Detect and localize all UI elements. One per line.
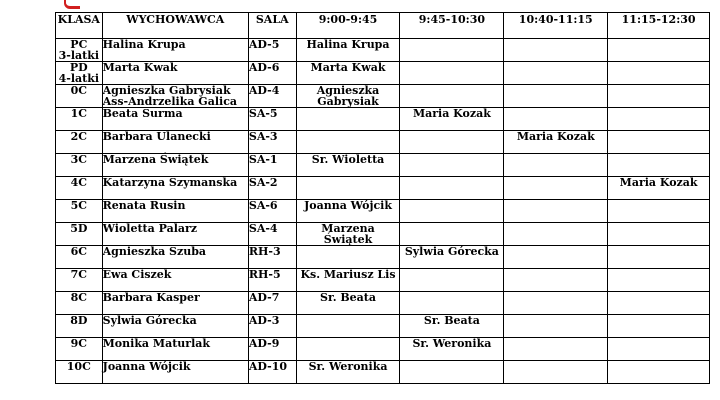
class-cell-text: 9C	[70, 337, 88, 350]
slot-cell-1	[296, 269, 400, 292]
room-cell	[248, 338, 296, 361]
room-cell	[248, 246, 296, 269]
slot-cell-3	[504, 177, 608, 200]
slot-cell-3	[504, 154, 608, 177]
slot-cell-3	[504, 85, 608, 108]
teacher-cell-text: Barbara Ulanecki	[102, 130, 211, 143]
room-cell	[248, 200, 296, 223]
teacher-cell	[102, 361, 248, 384]
slot-cell-2	[400, 338, 504, 361]
slot-cell-4	[608, 269, 710, 292]
room-cell-text: AD-5	[248, 38, 280, 51]
slot-cell-1-text: Agnieszka Gabrysiak	[316, 84, 380, 108]
teacher-cell-text: Beata Surma	[102, 107, 183, 120]
room-cell-text: AD-6	[248, 61, 280, 74]
room-cell-text: SA-6	[248, 199, 278, 212]
slot-cell-4	[608, 292, 710, 315]
class-cell	[56, 338, 103, 361]
slot-cell-1-text: Marzena Świątek	[321, 222, 375, 246]
slot-cell-2	[400, 131, 504, 154]
header-wychowawca: WYCHOWAWCA	[102, 13, 248, 39]
slot-cell-2	[400, 39, 504, 62]
class-cell-text: 4-latki	[58, 72, 100, 85]
slot-cell-2	[400, 315, 504, 338]
class-cell-text: 3C	[70, 153, 88, 166]
teacher-cell-text: Wioletta Palarz	[102, 222, 198, 235]
class-cell	[56, 108, 103, 131]
room-cell-text: SA-1	[248, 153, 278, 166]
room-cell	[248, 108, 296, 131]
teacher-cell-text: Joanna Wójcik	[102, 360, 191, 373]
room-cell	[248, 154, 296, 177]
class-cell	[56, 292, 103, 315]
teacher-cell	[102, 315, 248, 338]
logo-mark	[64, 0, 80, 9]
table-row	[56, 200, 710, 223]
slot-cell-2	[400, 223, 504, 246]
room-cell-text: SA-2	[248, 176, 278, 189]
room-cell-text: SA-5	[248, 107, 278, 120]
slot-cell-4	[608, 246, 710, 269]
slot-cell-1	[296, 62, 400, 85]
slot-cell-2	[400, 269, 504, 292]
room-cell-text: AD-9	[248, 337, 280, 350]
teacher-cell	[102, 131, 248, 154]
table-row	[56, 338, 710, 361]
room-cell	[248, 361, 296, 384]
class-cell-text: PD	[69, 61, 88, 74]
slot-cell-3	[504, 223, 608, 246]
slot-cell-1	[296, 246, 400, 269]
teacher-cell	[102, 246, 248, 269]
slot-cell-4	[608, 315, 710, 338]
slot-cell-1-text: Sr. Weronika	[308, 360, 388, 373]
table-row	[56, 108, 710, 131]
table-row	[56, 131, 710, 154]
header-sala: SALA	[248, 13, 296, 39]
slot-cell-1	[296, 338, 400, 361]
room-cell	[248, 85, 296, 108]
room-cell	[248, 292, 296, 315]
class-cell	[56, 154, 103, 177]
class-cell	[56, 177, 103, 200]
table-row	[56, 315, 710, 338]
slot-cell-1	[296, 200, 400, 223]
class-cell-text: 6C	[70, 245, 88, 258]
table-row	[56, 223, 710, 246]
class-cell-text: 5C	[70, 199, 88, 212]
slot-cell-2	[400, 177, 504, 200]
slot-cell-1	[296, 85, 400, 108]
slot-cell-1-text: Joanna Wójcik	[304, 199, 392, 212]
teacher-cell	[102, 108, 248, 131]
room-cell-text: SA-3	[248, 130, 278, 143]
room-cell	[248, 62, 296, 85]
teacher-cell	[102, 39, 248, 62]
slot-cell-2-text: Sr. Weronika	[412, 337, 492, 350]
header-row	[56, 13, 710, 39]
class-cell	[56, 315, 103, 338]
class-cell-text: 5D	[70, 222, 88, 235]
slot-cell-1	[296, 39, 400, 62]
teacher-cell	[102, 338, 248, 361]
room-cell-text: AD-10	[248, 360, 288, 373]
schedule-table	[55, 12, 710, 384]
slot-cell-1-text: Sr. Wioletta	[311, 153, 385, 166]
slot-cell-3	[504, 246, 608, 269]
class-cell-text: 7C	[70, 268, 88, 281]
slot-cell-3	[504, 338, 608, 361]
room-cell	[248, 223, 296, 246]
room-cell-text: AD-4	[248, 84, 280, 97]
slot-cell-1-text: Sr. Beata	[320, 291, 377, 304]
slot-cell-1	[296, 361, 400, 384]
slot-cell-4	[608, 154, 710, 177]
class-cell	[56, 223, 103, 246]
room-cell	[248, 269, 296, 292]
teacher-cell	[102, 62, 248, 85]
room-cell-text: SA-4	[248, 222, 278, 235]
slot-cell-4	[608, 62, 710, 85]
class-cell-text: 0C	[70, 84, 88, 97]
slot-cell-1	[296, 223, 400, 246]
class-cell	[56, 39, 103, 62]
slot-cell-2	[400, 200, 504, 223]
table-row	[56, 269, 710, 292]
table-row	[56, 154, 710, 177]
teacher-cell-text: Agnieszka Gabrysiak	[102, 84, 231, 97]
slot-cell-1-text: Marta Kwak	[310, 61, 386, 74]
class-cell	[56, 361, 103, 384]
slot-cell-3	[504, 131, 608, 154]
teacher-cell	[102, 292, 248, 315]
slot-cell-3-text: Maria Kozak	[516, 130, 595, 143]
slot-cell-1	[296, 108, 400, 131]
room-cell	[248, 131, 296, 154]
header-slot-2: 9:45-10:30	[400, 13, 504, 39]
header-slot-3: 10:40-11:15	[504, 13, 608, 39]
room-cell-text: AD-7	[248, 291, 280, 304]
room-cell-text: RH-5	[248, 268, 281, 281]
slot-cell-1	[296, 154, 400, 177]
slot-cell-2	[400, 108, 504, 131]
slot-cell-4	[608, 85, 710, 108]
slot-cell-1	[296, 131, 400, 154]
table-row	[56, 292, 710, 315]
slot-cell-2	[400, 85, 504, 108]
header-klasa: KLASA	[56, 13, 103, 39]
slot-cell-4	[608, 338, 710, 361]
teacher-cell-text: Ewa Ciszek	[102, 268, 172, 281]
slot-cell-3	[504, 108, 608, 131]
slot-cell-1	[296, 177, 400, 200]
class-cell	[56, 131, 103, 154]
slot-cell-1	[296, 315, 400, 338]
slot-cell-2	[400, 62, 504, 85]
slot-cell-4	[608, 39, 710, 62]
slot-cell-2	[400, 292, 504, 315]
class-cell	[56, 85, 103, 108]
slot-cell-4	[608, 177, 710, 200]
teacher-cell-text: Agnieszka Szuba	[102, 245, 207, 258]
class-cell	[56, 200, 103, 223]
class-cell-text: 4C	[70, 176, 88, 189]
slot-cell-2	[400, 246, 504, 269]
table-row	[56, 246, 710, 269]
slot-cell-3	[504, 292, 608, 315]
slot-cell-4	[608, 361, 710, 384]
slot-cell-4	[608, 223, 710, 246]
schedule-body	[56, 39, 710, 384]
slot-cell-3	[504, 39, 608, 62]
teacher-cell-text: Marzena Świątek	[102, 153, 209, 166]
table-row	[56, 62, 710, 85]
table-row	[56, 85, 710, 108]
slot-cell-3	[504, 361, 608, 384]
teacher-cell	[102, 200, 248, 223]
header-slot-1: 9:00-9:45	[296, 13, 400, 39]
teacher-cell-text: Renata Rusin	[102, 199, 186, 212]
class-cell-text: 8C	[70, 291, 88, 304]
class-cell-text: 10C	[66, 360, 91, 373]
teacher-cell-text: Ass-Andrzelika Galica	[102, 95, 238, 108]
teacher-cell-text: Barbara Kasper	[102, 291, 200, 304]
table-row	[56, 177, 710, 200]
class-cell	[56, 62, 103, 85]
teacher-cell-text: Sylwia Górecka	[102, 314, 197, 327]
slot-cell-4	[608, 200, 710, 223]
teacher-cell	[102, 177, 248, 200]
teacher-cell-text: Marta Kwak	[102, 61, 178, 74]
class-cell	[56, 246, 103, 269]
teacher-cell	[102, 154, 248, 177]
slot-cell-2-text: Sr. Beata	[423, 314, 480, 327]
room-cell	[248, 177, 296, 200]
slot-cell-3	[504, 269, 608, 292]
class-cell	[56, 269, 103, 292]
table-row	[56, 361, 710, 384]
slot-cell-3	[504, 315, 608, 338]
class-cell-text: 2C	[70, 130, 88, 143]
slot-cell-4	[608, 108, 710, 131]
teacher-cell	[102, 223, 248, 246]
slot-cell-4	[608, 131, 710, 154]
slot-cell-4-text: Maria Kozak	[619, 176, 698, 189]
class-cell-text: 8D	[70, 314, 88, 327]
slot-cell-2	[400, 361, 504, 384]
room-cell	[248, 315, 296, 338]
room-cell-text: AD-3	[248, 314, 280, 327]
header-slot-4: 11:15-12:30	[608, 13, 710, 39]
class-cell-text: 3-latki	[58, 49, 100, 62]
slot-cell-1	[296, 292, 400, 315]
slot-cell-2-text: Sylwia Górecka	[404, 245, 499, 258]
slot-cell-2	[400, 154, 504, 177]
class-cell-text: PC	[70, 38, 88, 51]
slot-cell-1-text: Halina Krupa	[306, 38, 390, 51]
class-cell-text: 1C	[70, 107, 88, 120]
room-cell-text: RH-3	[248, 245, 281, 258]
slot-cell-1-text: Ks. Mariusz Lis	[300, 268, 396, 281]
teacher-cell	[102, 269, 248, 292]
slot-cell-3	[504, 200, 608, 223]
slot-cell-2-text: Maria Kozak	[412, 107, 491, 120]
slot-cell-3	[504, 62, 608, 85]
teacher-cell-text: Halina Krupa	[102, 38, 186, 51]
teacher-cell-text: Katarzyna Szymanska	[102, 176, 238, 189]
table-row	[56, 39, 710, 62]
room-cell	[248, 39, 296, 62]
teacher-cell	[102, 85, 248, 108]
teacher-cell-text: Monika Maturlak	[102, 337, 210, 350]
